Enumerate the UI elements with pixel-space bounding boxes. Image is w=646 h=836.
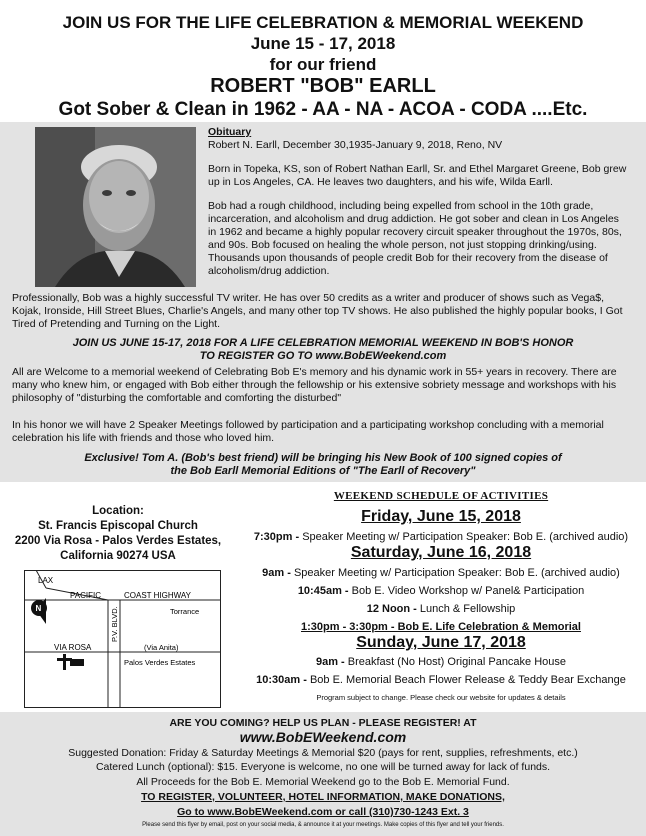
north-label: N — [35, 604, 42, 613]
headline: JOIN US FOR THE LIFE CELEBRATION & MEMORIAL WEEKEND — [62, 13, 584, 32]
honoree-name: ROBERT "BOB" EARLL — [210, 75, 436, 97]
invite-register-line: TO REGISTER GO TO www.BobEWeekend.com — [199, 350, 447, 362]
map-label-via-anita: (Via Anita) — [144, 643, 179, 652]
day-friday: Friday, June 15, 2018 — [361, 508, 521, 525]
map-label-pacific: PACIFIC — [70, 591, 101, 600]
church-name: St. Francis Episcopal Church — [38, 520, 198, 532]
location-block — [0, 504, 236, 564]
register-cta: TO REGISTER, VOLUNTEER, HOTEL INFORMATION, MAKE DONATIONS, — [141, 791, 505, 803]
day-saturday: Saturday, June 16, 2018 — [350, 544, 532, 561]
event-saturday-1: 9am - Speaker Meeting w/ Participation Speaker: Bob E. (archived audio) — [262, 567, 620, 579]
exclusive-line: Exclusive! Tom A. (Bob's best friend) will be bringing his New Book of 100 signed copies of — [84, 452, 562, 464]
for-our-friend: for our friend — [269, 55, 377, 74]
event-saturday-3: 12 Noon - Lunch & Fellowship — [366, 603, 516, 615]
honor-paragraph: In his honor we will have 2 Speaker Meetings followed by participation and a participating workshop concluding with a memorial celebration his life with friends and those who loved him. — [12, 419, 604, 444]
schedule-title: WEEKEND SCHEDULE OF ACTIVITIES — [333, 490, 549, 502]
event-friday-1: 7:30pm - Speaker Meeting w/ Participation Speaker: Bob E. (archived audio) — [253, 531, 629, 543]
obituary-paragraph: Born in Topeka, KS, son of Robert Nathan Earll, Sr. and Ethel Margaret Greene, Bob grew up in Los Angeles, CA. He leaves two daughters, and his wife, Wilda Earll. — [208, 163, 627, 188]
event-saturday-4: 1:30pm - 3:30pm - Bob E. Life Celebration & Memorial — [301, 621, 581, 633]
welcome-paragraph: All are Welcome to a memorial weekend of Celebrating Bob E's memory and his dynamic work in 55+ years in recovery. There are many who knew him, or engaged with Bob either through the fellowship or his extensive sobriety message and workshops with his philosophy of "disturbing the comfortable and comforting the disturbed" — [12, 366, 617, 404]
flyer-header — [0, 0, 646, 122]
sober-line: Got Sober & Clean in 1962 - AA - NA - ACOA - CODA ....Etc. — [58, 99, 588, 120]
portrait-photo — [35, 127, 196, 287]
map-label-pve: Palos Verdes Estates — [124, 658, 196, 667]
register-question: ARE YOU COMING? HELP US PLAN - PLEASE REGISTER! AT — [169, 717, 477, 729]
proceeds-text: All Proceeds for the Bob E. Memorial Weekend go to the Bob E. Memorial Fund. — [136, 776, 510, 788]
donation-text: Suggested Donation: Friday & Saturday Meetings & Memorial $20 (pays for rent, supplies, refreshments, etc.) — [68, 747, 578, 759]
obituary-paragraph: Bob had a rough childhood, including being expelled from school in the 10th grade, incarceration, and alcoholism and drug addiction. He got sober and clean in Los Angeles in 1962 and became a highly popular recovery circuit speaker throughout the 1970s, 80s, and 90s. Bob focused on healing the whole person, not just stopping drinking/using. Thousands upon thousands of people credit Bob for their recovery from the disease of alcoholism/drug addiction. — [208, 200, 622, 277]
register-website: www.BobEWeekend.com — [239, 729, 407, 745]
location-map — [24, 570, 221, 708]
map-label-via-rosa: VIA ROSA — [54, 643, 92, 652]
map-label-pv-blvd: P.V. BLVD. — [110, 606, 119, 642]
map-label-torrance: Torrance — [170, 607, 200, 616]
event-sunday-2: 10:30am - Bob E. Memorial Beach Flower Release & Teddy Bear Exchange — [256, 674, 626, 686]
map-label-coast: COAST HIGHWAY — [124, 591, 191, 600]
location-label: Location: — [92, 505, 144, 517]
share-fine-print: Please send this flyer by email, post on your social media, & announce it at your meetings. Make copies of this flyer and tell your friends. — [142, 822, 504, 828]
invite-line: JOIN US JUNE 15-17, 2018 FOR A LIFE CELEBRATION MEMORIAL WEEKEND IN BOB'S HONOR — [72, 337, 574, 349]
event-saturday-2: 10:45am - Bob E. Video Workshop w/ Panel& Participation — [297, 585, 585, 597]
schedule-note: Program subject to change. Please check our website for updates & details — [316, 693, 566, 702]
map-label-lax: LAX — [38, 576, 54, 585]
lunch-text: Catered Lunch (optional): $15. Everyone is welcome, no one will be turned away for lack of funds. — [95, 761, 551, 773]
church-city: California 90274 USA — [60, 550, 176, 562]
event-sunday-1: 9am - Breakfast (No Host) Original Pancake House — [315, 656, 567, 668]
obituary-title: Obituary — [208, 126, 252, 138]
career-paragraph: Professionally, Bob was a highly successful TV writer. He has over 50 credits as a writer and producer of shows such as Vega$, Kojak, Ironside, Hill Street Blues, Charlie's Angels, and many other top TV shows. He also published the highly popular books, I Got Tired of Pretending and Turning on the Light. — [12, 292, 623, 330]
obituary-dates: Robert N. Earll, December 30,1935-January 9, 2018, Reno, NV — [208, 139, 503, 151]
exclusive-line: the Bob Earll Memorial Editions of "The Earll of Recovery" — [170, 465, 476, 477]
register-contact-link[interactable]: Go to www.BobEWeekend.com or call (310)730-1243 Ext. 3 — [177, 806, 469, 818]
day-sunday: Sunday, June 17, 2018 — [356, 634, 526, 651]
church-address: 2200 Via Rosa - Palos Verdes Estates, — [14, 535, 222, 547]
obituary-text — [208, 126, 628, 289]
event-dates: June 15 - 17, 2018 — [250, 34, 396, 53]
